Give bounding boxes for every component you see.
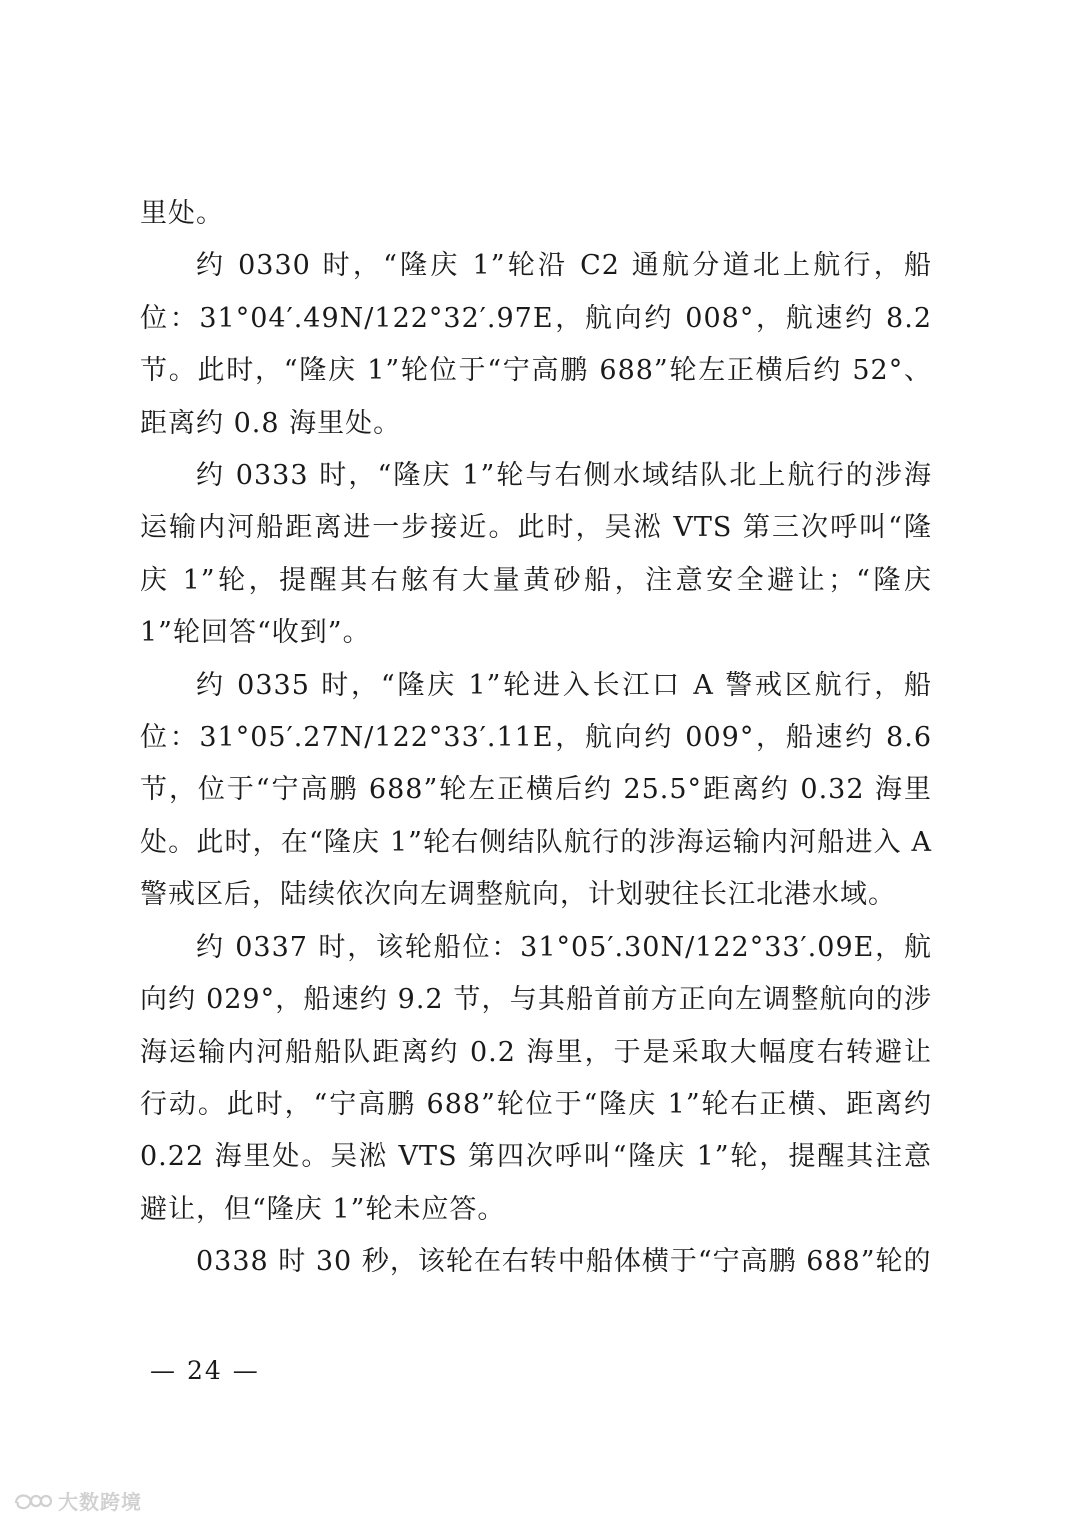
paragraph-0338: 0338 时 30 秒，该轮在右转中船体横于“宁高鹏 688”轮的 <box>196 1246 932 1278</box>
watermark <box>12 1486 142 1515</box>
paragraph-0330: 约 0330 时，“隆庆 1”轮沿 C2 通航分道北上航行，船位：31°04′.49N/122°32′.97E，航向约 008°，航速约 8.2 节。此时，“隆庆 1”轮位于“宁高鹏 688”轮左正横后约 52°、距离约 0.8 海里处。 <box>140 250 932 439</box>
paragraph-0337: 约 0337 时，该轮船位：31°05′.30N/122°33′.09E，航向约 029°，船速约 9.2 节，与其船首前方正向左调整航向的涉海运输内河船船队距离约 0.2 海里，于是采取大幅度右转避让行动。此时，“宁高鹏 688”轮位于“隆庆 1”轮右正横、距离约 0.22 海里处。吴淞 VTS 第四次呼叫“隆庆 1”轮，提醒其注意避让，但“隆庆 1”轮未应答。 <box>140 931 932 1225</box>
paragraph-continuation: 里处。 <box>140 198 224 229</box>
page-number: — 24 — <box>150 1356 260 1385</box>
paragraph-0333: 约 0333 时，“隆庆 1”轮与右侧水域结队北上航行的涉海运输内河船距离进一步接近。此时，吴淞 VTS 第三次呼叫“隆庆 1”轮，提醒其右舷有大量黄砂船，注意安全避让；“隆庆 1”轮回答“收到”。 <box>140 460 932 649</box>
logo-icon <box>12 1489 52 1513</box>
document-body <box>140 188 932 1289</box>
paragraph-0335: 约 0335 时，“隆庆 1”轮进入长江口 A 警戒区航行，船位：31°05′.27N/122°33′.11E，航向约 009°，船速约 8.6 节，位于“宁高鹏 688”轮左正横后约 25.5°距离约 0.32 海里处。此时，在“隆庆 1”轮右侧结队航行的涉海运输内河船进入 A 警戒区后，陆续依次向左调整航向，计划驶往长江北港水域。 <box>140 669 932 911</box>
watermark-text: 大数跨境 <box>58 1490 142 1514</box>
